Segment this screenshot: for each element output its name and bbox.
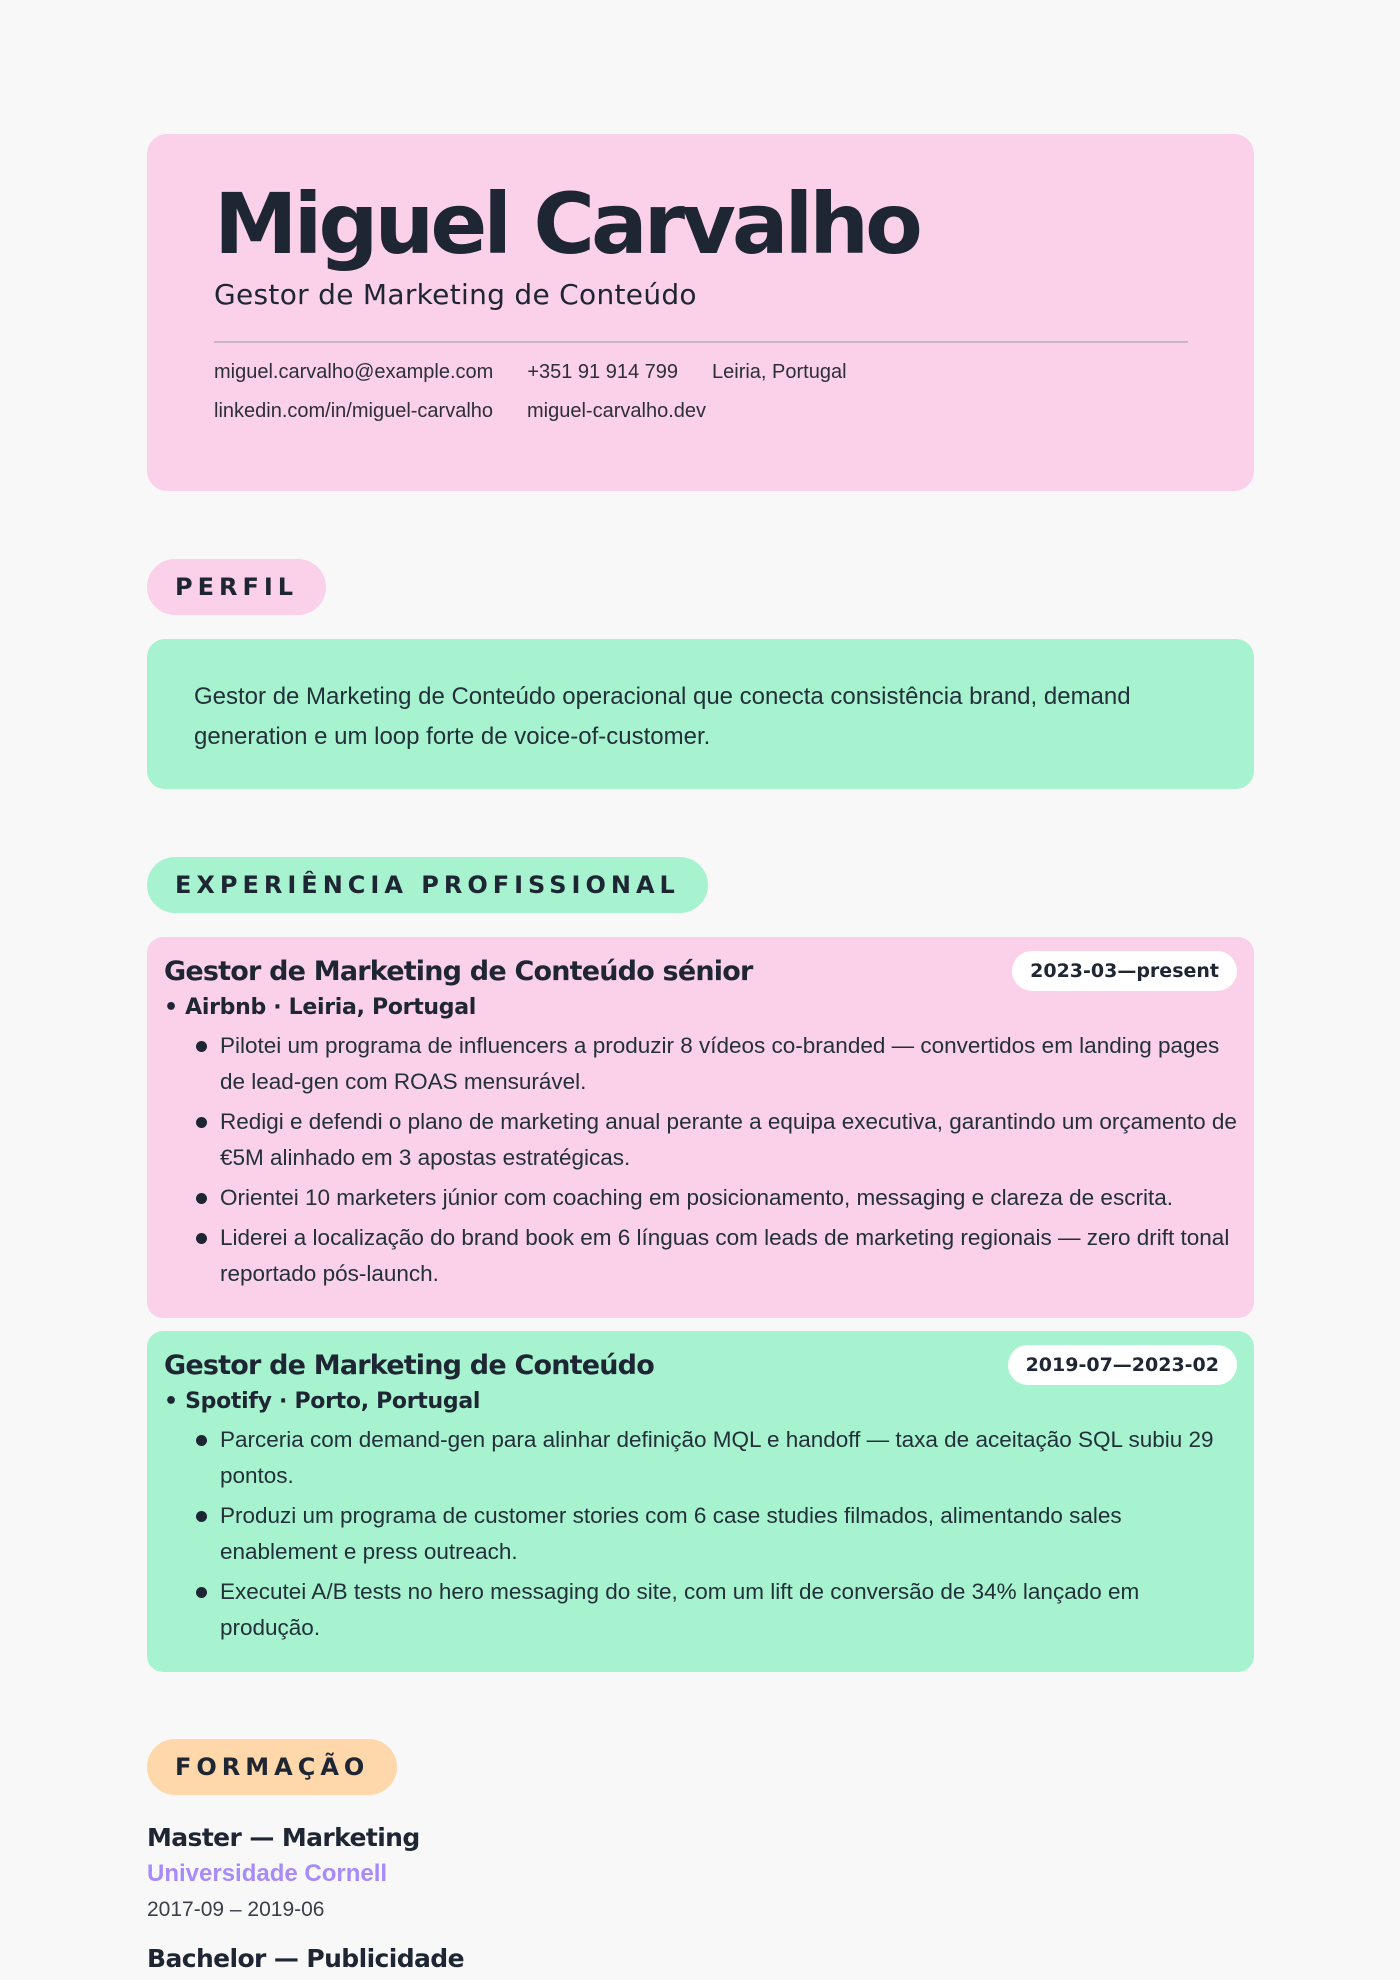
job-company: • Spotify · Porto, Portugal xyxy=(164,1389,481,1414)
job-bullet: Liderei a localização do brand book em 6 línguas com leads de marketing regionais — zero drift tonal reportado pós-launch. xyxy=(196,1220,1237,1292)
profile-summary-text: Gestor de Marketing de Conteúdo operacional que conecta consistência brand, demand generation e um loop forte de voice-of-customer. xyxy=(194,683,1131,750)
job-bullet: Orientei 10 marketers júnior com coaching em posicionamento, messaging e clareza de escrita. xyxy=(196,1180,1237,1216)
candidate-title: Gestor de Marketing de Conteúdo xyxy=(214,278,697,311)
job-dates-badge: 2023-03—present xyxy=(1012,951,1237,991)
job-bullets xyxy=(164,1422,1237,1646)
contact-website[interactable]: miguel-carvalho.dev xyxy=(527,400,706,422)
education-degree: Bachelor — Publicidade xyxy=(147,1944,464,1973)
job-company: • Airbnb · Leiria, Portugal xyxy=(164,995,477,1020)
header-divider xyxy=(214,341,1188,343)
education-degree: Master — Marketing xyxy=(147,1823,420,1852)
experience-entry xyxy=(147,937,1254,1318)
contact-linkedin[interactable]: linkedin.com/in/miguel-carvalho xyxy=(214,400,494,422)
contact-row xyxy=(214,361,1188,384)
section-heading-education: FORMAÇÃO xyxy=(147,1739,397,1795)
job-bullet: Pilotei um programa de influencers a produzir 8 vídeos co-branded — convertidos em landing pages de lead-gen com ROAS mensurável. xyxy=(196,1028,1237,1100)
education-school: Universidade Cornell xyxy=(147,1860,388,1887)
education-entry xyxy=(147,1944,1254,1973)
contact-row xyxy=(214,400,1188,423)
contact-location: Leiria, Portugal xyxy=(712,361,847,383)
contact-email[interactable]: miguel.carvalho@example.com xyxy=(214,361,494,383)
resume-page xyxy=(147,134,1254,1973)
job-bullet: Executei A/B tests no hero messaging do site, com um lift de conversão de 34% lançado em produção. xyxy=(196,1574,1237,1646)
candidate-name: Miguel Carvalho xyxy=(214,175,919,273)
education-entry xyxy=(147,1823,1254,1922)
job-bullet: Produzi um programa de customer stories com 6 case studies filmados, alimentando sales enablement e press outreach. xyxy=(196,1498,1237,1570)
contact-phone[interactable]: +351 91 914 799 xyxy=(527,361,679,383)
job-bullets xyxy=(164,1028,1237,1292)
education-dates: 2017-09 – 2019-06 xyxy=(147,1898,325,1921)
job-role: Gestor de Marketing de Conteúdo xyxy=(164,1349,654,1381)
job-dates-badge: 2019-07—2023-02 xyxy=(1008,1345,1237,1385)
section-heading-experience: EXPERIÊNCIA PROFISSIONAL xyxy=(147,857,708,913)
profile-summary-card xyxy=(147,639,1254,789)
header-card xyxy=(147,134,1254,491)
experience-entry xyxy=(147,1331,1254,1672)
section-heading-profile: PERFIL xyxy=(147,559,326,615)
job-bullet: Redigi e defendi o plano de marketing anual perante a equipa executiva, garantindo um orçamento de €5M alinhado em 3 apostas estratégicas. xyxy=(196,1104,1237,1176)
job-bullet: Parceria com demand-gen para alinhar definição MQL e handoff — taxa de aceitação SQL subiu 29 pontos. xyxy=(196,1422,1237,1494)
job-role: Gestor de Marketing de Conteúdo sénior xyxy=(164,955,753,987)
